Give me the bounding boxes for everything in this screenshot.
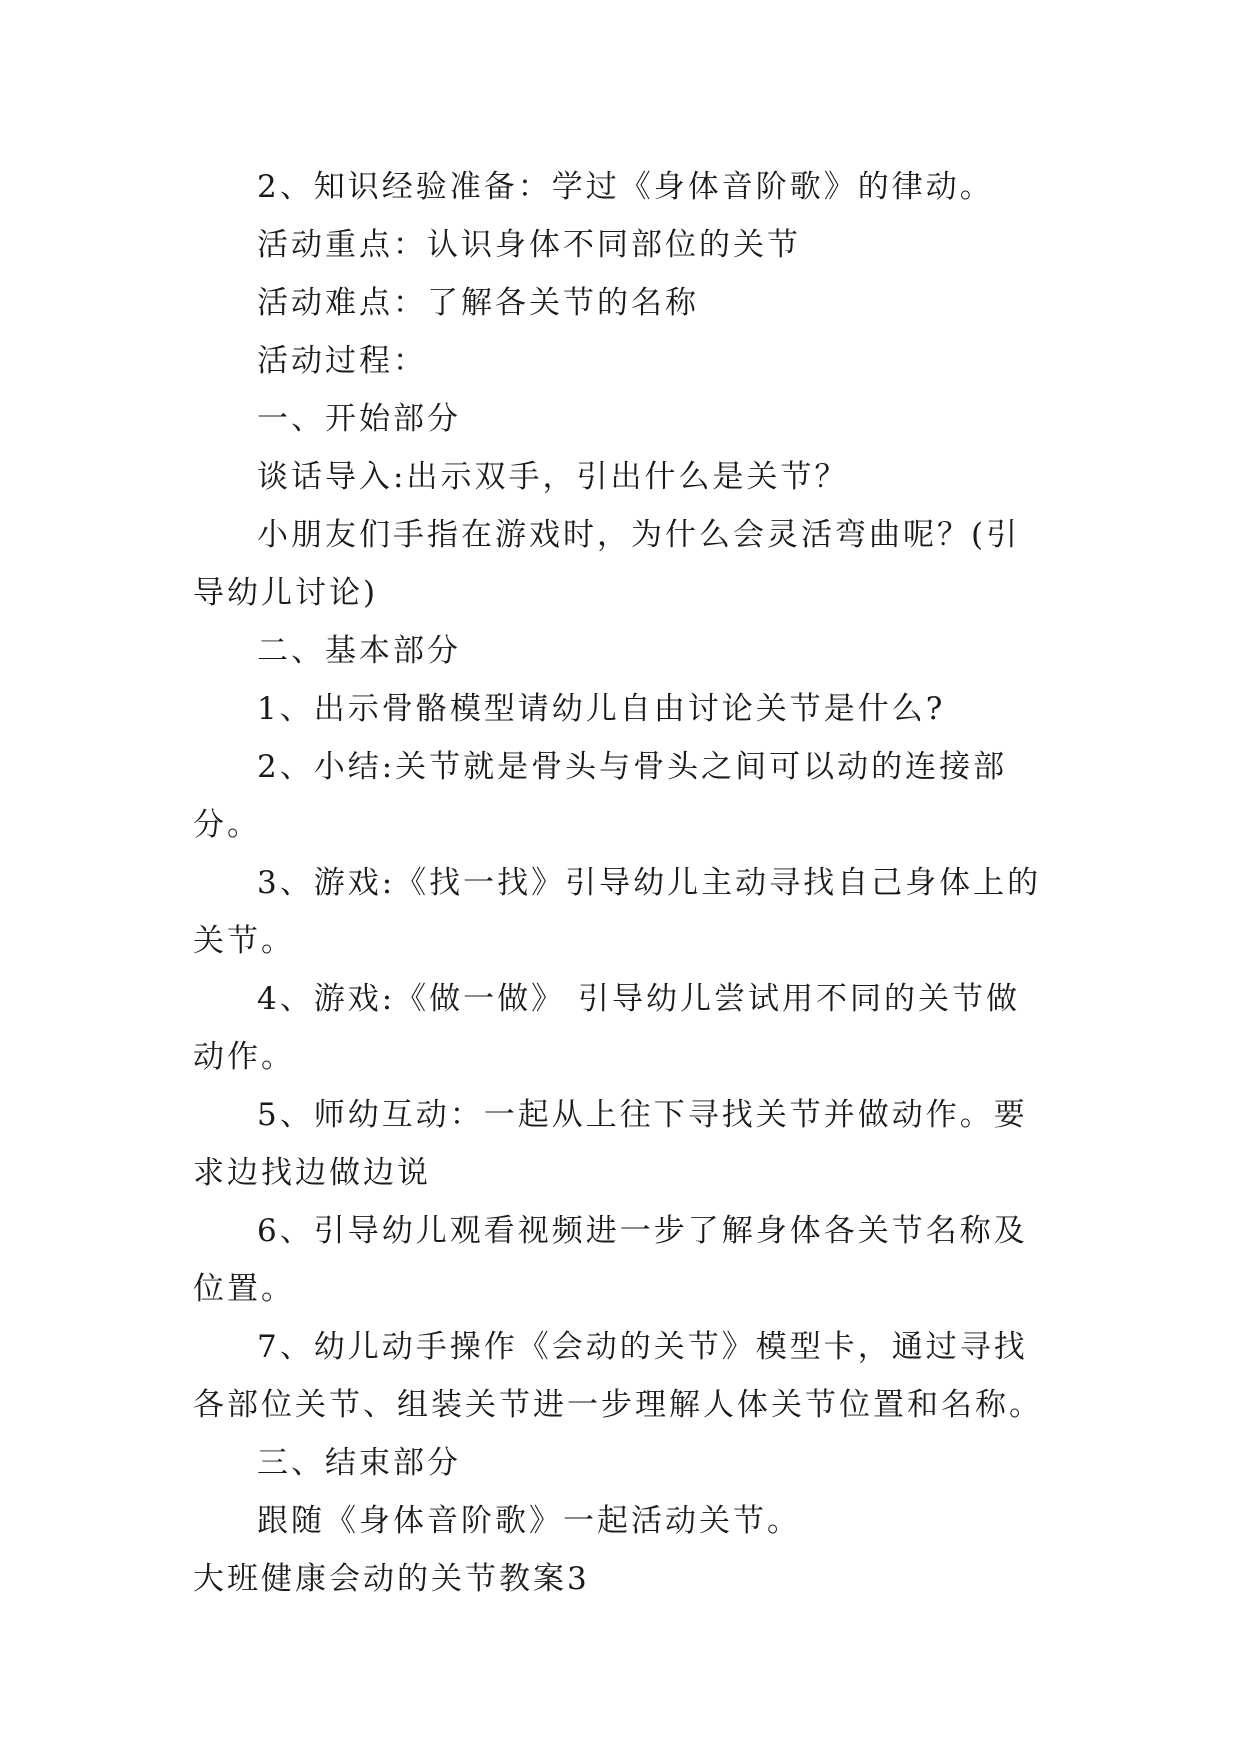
paragraph-process: 活动过程：: [257, 343, 427, 379]
paragraph-step-7: 7、幼儿动手操作《会动的关节》模型卡，通过寻找各部位关节、组装关节进一步理解人体关节位置和名称。: [193, 1329, 1043, 1423]
paragraph-step-6: 6、引导幼儿观看视频进一步了解身体各关节名称及位置。: [193, 1213, 1028, 1307]
section-title: 大班健康会动的关节教案3: [193, 1561, 590, 1597]
paragraph-step-5: 5、师幼互动：一起从上往下寻找关节并做动作。要求边找边做边说: [193, 1097, 1028, 1191]
paragraph-key-point: 活动重点：认识身体不同部位的关节: [257, 227, 801, 263]
paragraph-part-three: 三、结束部分: [257, 1445, 461, 1481]
document-body: [193, 158, 1053, 1608]
paragraph-difficulty: 活动难点：了解各关节的名称: [257, 285, 699, 321]
paragraph-part-one: 一、开始部分: [257, 401, 461, 437]
paragraph-fingers-question: 小朋友们手指在游戏时，为什么会灵活弯曲呢？(引导幼儿讨论): [193, 517, 1021, 611]
paragraph-knowledge-prep: 2、知识经验准备：学过《身体音阶歌》的律动。: [257, 169, 994, 205]
paragraph-step-1: 1、出示骨骼模型请幼儿自由讨论关节是什么?: [257, 691, 946, 727]
paragraph-closing-activity: 跟随《身体音阶歌》一起活动关节。: [257, 1503, 801, 1539]
paragraph-intro-talk: 谈话导入:出示双手，引出什么是关节？: [257, 459, 849, 495]
paragraph-step-2: 2、小结:关节就是骨头与骨头之间可以动的连接部分。: [193, 749, 1008, 843]
paragraph-part-two: 二、基本部分: [257, 633, 461, 669]
paragraph-step-3: 3、游戏:《找一找》引导幼儿主动寻找自己身体上的关节。: [193, 865, 1042, 959]
paragraph-step-4: 4、游戏:《做一做》 引导幼儿尝试用不同的关节做动作。: [193, 981, 1021, 1075]
